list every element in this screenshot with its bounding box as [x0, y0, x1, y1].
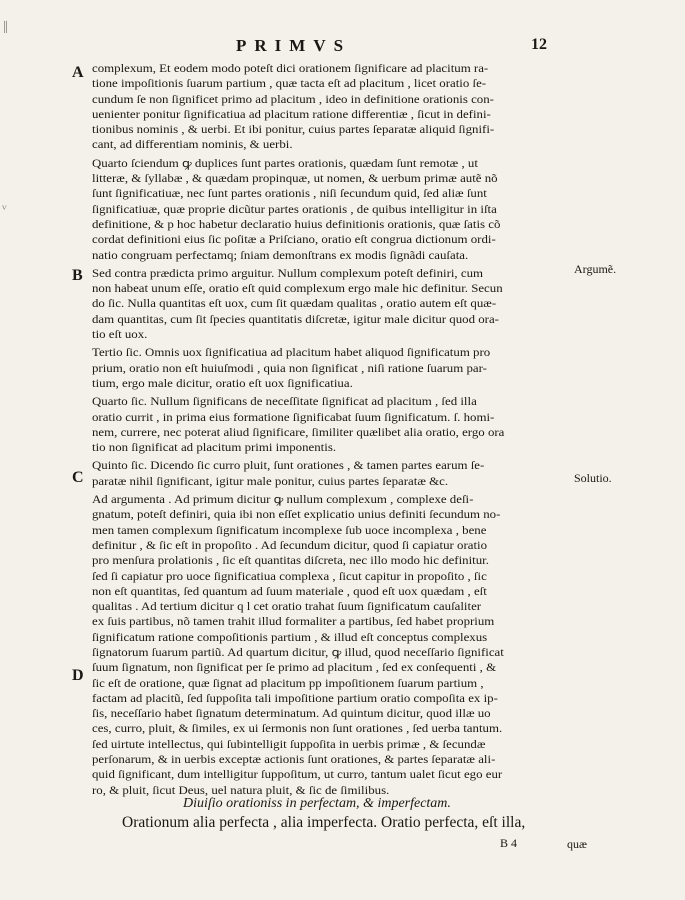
text-line: tio non ſignificat ad placitum primi imponentis. [92, 442, 337, 455]
margin-note-solution: Solutio. [574, 471, 612, 485]
heading-line: Orationum alia perfecta , alia imperfecta. Oratio perfecta, eſt illa, [122, 814, 526, 831]
text-line: tium, ergo male dicitur, oratio eſt uox ſignificatiua. [92, 377, 353, 390]
text-line: natio congruam perfectamq; ſniam demonſtrans ex modis ſignãdi cauſata. [92, 249, 469, 262]
section-marker-d: D [72, 667, 84, 684]
text-line: gnatum, poteſt definiri, quia ibi non eſſet explicatio unius definiti ſecundum no- [92, 509, 501, 522]
signature-mark: B 4 [500, 836, 518, 850]
text-line: ro, & pluit, ſicut Deus, uel natura pluit, & ſic de ſimilibus. [92, 784, 390, 797]
text-line: uenienter ponitur ſignificatiua ad placitum ratione differentiæ , ſicut in defini- [92, 108, 491, 121]
margin-note-argument: Argumẽ. [574, 262, 617, 276]
section-rubric: Diuiſio orationiss in perfectam, & imperfectam. [183, 796, 451, 811]
folio-number: 12 [531, 36, 547, 53]
text-line: non habeat unum eſſe, oratio eſt quid complexum ergo male hic definitur. Secun [92, 283, 503, 296]
text-line: ſignatorum ſuarum partiũ. Ad quartum dicitur, ꝙ illud, quod neceſſario ſignificat [92, 646, 504, 659]
text-line: qualitas . Ad tertium dicitur q l cet oratio trahat ſuum ſignificatum cauſaliter [92, 601, 482, 614]
text-line: Ad argumenta . Ad primum dicitur ꝙ nullum complexum , complexe deſi- [92, 494, 474, 507]
text-line: perſonarum, & in uerbis exceptæ actionis ſunt orationes, & partes ſeparatæ ali- [92, 754, 496, 767]
text-line: cant, ad differentiam nominis, & uerbi. [92, 139, 293, 152]
text-line: ſed ſi capiatur pro uoce ſignificatiua complexa , ſicut capitur in propoſito , ſic [92, 570, 487, 583]
catchword: quæ [567, 837, 588, 851]
text-line: men tamen complexum ſignificatum incomplexe ſub uoce incomplexa , bene [92, 524, 487, 537]
text-line: Sed contra prædicta primo arguitur. Nullum complexum poteſt definiri, cum [92, 267, 484, 280]
text-line: paratæ nihil ſignificant, igitur male ponitur, cuius partes ſeparatæ &c. [92, 475, 449, 488]
text-line: ſuum ſignatum, non ſignificat per ſe primo ad placitum , ſed ex conſequenti , & [92, 662, 497, 675]
text-line: nem, currere, nec poterat aliud ſignificare, ſimiliter quælibet alia oratio, ergo ora [92, 426, 505, 439]
text-line: ces, curro, pluit, & ſimiles, ex ui ſermonis non ſunt orationes , ſed uerba tantum. [92, 723, 503, 736]
text-line: ſis, neceſſario habet ſignatum determinatum. Ad quintum dicitur, quod illæ uo [92, 708, 491, 721]
text-line: factam ad placitũ, ſed ſuppoſita tali impoſitione partium oratio compoſita ex ip- [92, 692, 498, 705]
main-text [92, 62, 544, 799]
text-line: tionibus nominis , & uerbi. Et ibi ponitur, cuius partes ſeparatæ aliquid ſignifi- [92, 124, 495, 137]
text-line: complexum, Et eodem modo poteſt dici orationem ſignificare ad placitum ra- [92, 63, 489, 75]
text-line: oratio currit , in prima eius formatione ſignificabat ſuum ſignificatum. ſ. homi- [92, 411, 495, 424]
text-line: ſic eſt de oratione, quæ ſignat ad placitum pp impoſitionem ſuarum partium , [92, 677, 484, 690]
text-line: ſignificatiuæ, quæ proprie dicũtur partes orationis , de quibus intelligitur in iſta [92, 203, 497, 216]
edge-mark-top: ║ [2, 22, 10, 33]
text-line: prium, oratio non eſt huiuſmodi , quia non ſignificat , niſi ratione ſuarum par- [92, 362, 487, 375]
text-line: definitur , & ſic eſt in propoſito . Ad ſecundum dicitur, quod ſi capiatur oratio [92, 539, 488, 552]
text-line: tio eſt uox. [92, 329, 148, 342]
text-line: dam quantitas, cum ſit ſpecies quantitatis diſcretæ, igitur male dicitur quod ora- [92, 313, 499, 326]
text-line: Tertio ſic. Omnis uox ſignificatiua ad placitum habet aliquod ſignificatum pro [92, 347, 491, 360]
text-line: ſed uirtute intellectus, qui ſubintelligit ſuppoſita in uerbis primæ , & ſecundæ [92, 738, 486, 751]
text-line: ſignificatum ratione compoſitionis partium , & illud eſt conceptus complexus [92, 631, 488, 644]
text-line: do ſic. Nulla quantitas eſt uox, cum ſit quædam qualitas , oratio autem eſt quæ- [92, 298, 497, 311]
section-marker-a: A [72, 64, 84, 81]
text-line: definitione, & p hoc habetur declaratio huius definitionis orationis, quæ ſatis cõ [92, 218, 501, 231]
section-marker-c: C [72, 469, 84, 486]
text-line: Quarto ſciendum ꝙ duplices ſunt partes orationis, quædam ſunt remotæ , ut [92, 157, 478, 170]
text-line: cundum ſe non ſignificet primo ad placitum , ideo in definitione orationis con- [92, 93, 494, 106]
text-line: Quarto ſic. Nullum ſignificans de neceſſitate ſignificat ad placitum , ſed illa [92, 396, 477, 409]
text-line: ſunt ſignificatiuæ, nec ſunt partes orationis , niſi ſecundum quid, ſed aliæ ſunt [92, 188, 487, 201]
text-line: Quinto ſic. Dicendo ſic curro pluit, ſunt orationes , & tamen partes earum ſe- [92, 460, 485, 473]
text-line: non eſt quantitas, ſed quantum ad ſuum materiale , quod eſt uox quædam , eſt [92, 585, 487, 598]
text-line: litteræ, & ſyllabæ , & quædam propinquæ, ut nomen, & uerbum primæ autẽ nõ [92, 173, 498, 186]
text-line: cordat definitioni eius ſic poſitæ a Priſciano, oratio eſt congrua dictionum ordi- [92, 234, 496, 247]
text-line: ex ſuis partibus, nõ tamen trahit illud formaliter a partibus, ſed habet proprium [92, 616, 495, 629]
text-line: quid ſignificant, dum intelligitur ſuppoſitum, ut curro, tantum ualet ſicut ego eur [92, 769, 503, 782]
running-title: PRIMVS [236, 36, 352, 55]
text-line: pro menſura prolationis , ſic eſt quantitas diſcreta, nec illo modo hic definitur. [92, 555, 489, 568]
text-line: tione impoſitionis ſuarum partium , quæ tacta eſt ad placitum , licet oratio ſe- [92, 78, 487, 91]
edge-mark-middle: ⱽ [2, 205, 7, 216]
section-marker-b: B [72, 267, 83, 284]
